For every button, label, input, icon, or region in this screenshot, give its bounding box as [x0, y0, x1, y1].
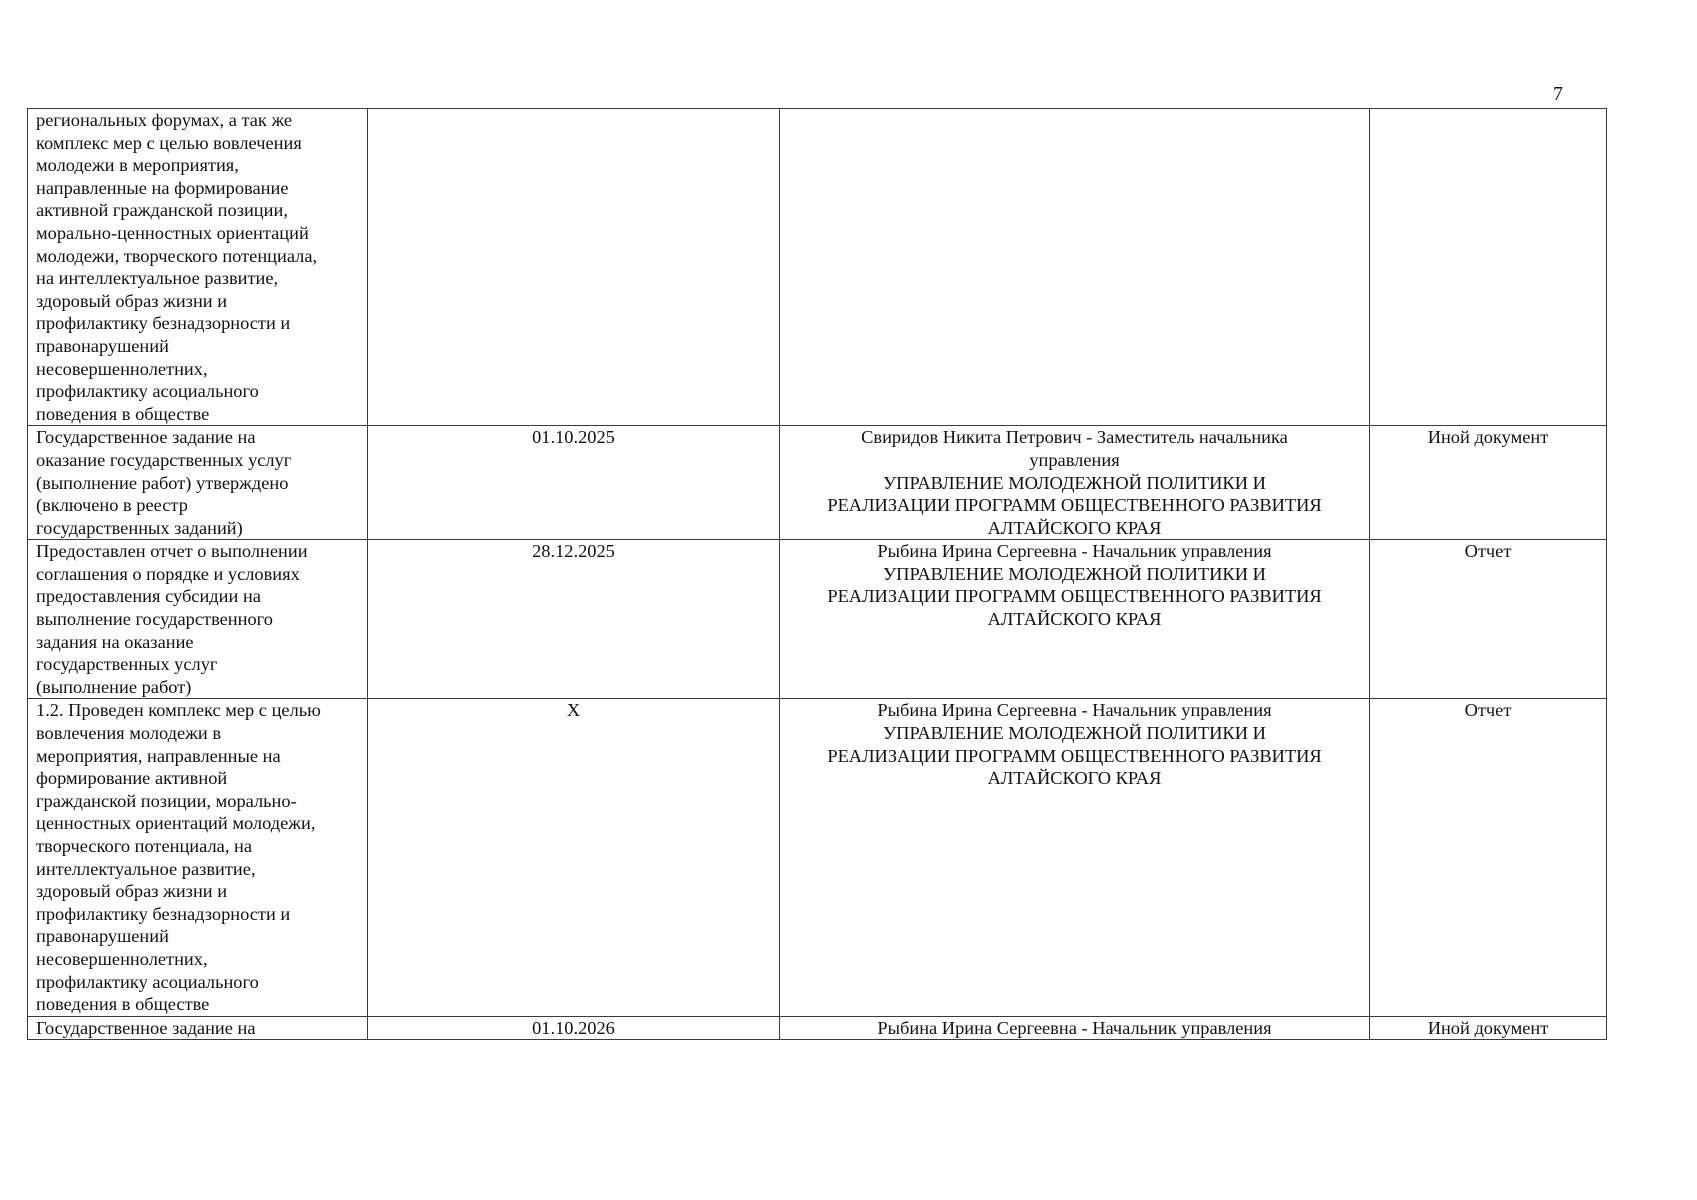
date-cell [368, 109, 780, 426]
event-cell: Государственное задание на оказание государственных услуг (выполнение работ) утверждено (включено в реестр государственных заданий) [28, 426, 368, 540]
responsible-cell [780, 699, 1370, 1016]
page-number: 7 [1553, 83, 1563, 105]
responsible-person: Рыбина Ирина Сергеевна - Начальник управления [877, 1017, 1272, 1038]
responsible-cell [780, 1016, 1370, 1040]
responsible-cell [780, 109, 1370, 426]
date-cell: 01.10.2026 [368, 1016, 780, 1040]
responsible-department: УПРАВЛЕНИЕ МОЛОДЕЖНОЙ ПОЛИТИКИ И РЕАЛИЗАЦИИ ПРОГРАММ ОБЩЕСТВЕННОГО РАЗВИТИЯ АЛТАЙСКОГО КРАЯ [827, 563, 1322, 630]
responsible-person: Рыбина Ирина Сергеевна - Начальник управления [877, 541, 1272, 562]
document-type-cell: Отчет [1370, 540, 1607, 699]
document-type-cell: Отчет [1370, 699, 1607, 1016]
event-cell: региональных форумах, а так же комплекс мер с целью вовлечения молодежи в мероприятия, направленные на формирование активной гражданской позиции, морально-ценностных ориентаций молодежи, творческого потенциала, на интеллектуальное развитие, здоровый образ жизни и профилактику безнадзорности и правонарушений несовершеннолетних, профилактику асоциального поведения в обществе [28, 109, 368, 426]
event-cell: 1.2. Проведен комплекс мер с целью вовлечения молодежи в мероприятия, направленные на формирование активной гражданской позиции, морально- ценностных ориентаций молодежи, творческого потенциала, на интеллектуальное развитие, здоровый образ жизни и профилактику безнадзорности и правонарушений несовершеннолетних, профилактику асоциального поведения в обществе [28, 699, 368, 1016]
event-cell: Предоставлен отчет о выполнении соглашения о порядке и условиях предоставления субсидии на выполнение государственного задания на оказание государственных услуг (выполнение работ) [28, 540, 368, 699]
date-cell: X [368, 699, 780, 1016]
responsible-department: УПРАВЛЕНИЕ МОЛОДЕЖНОЙ ПОЛИТИКИ И РЕАЛИЗАЦИИ ПРОГРАММ ОБЩЕСТВЕННОГО РАЗВИТИЯ АЛТАЙСКОГО КРАЯ [827, 723, 1322, 789]
responsible-cell [780, 426, 1370, 540]
responsible-department: УПРАВЛЕНИЕ МОЛОДЕЖНОЙ ПОЛИТИКИ И РЕАЛИЗАЦИИ ПРОГРАММ ОБЩЕСТВЕННОГО РАЗВИТИЯ АЛТАЙСКОГО КРАЯ [827, 472, 1322, 538]
table-row [28, 426, 1607, 540]
date-cell: 28.12.2025 [368, 540, 780, 699]
table-row [28, 1016, 1607, 1040]
responsible-person: Рыбина Ирина Сергеевна - Начальник управления [877, 700, 1272, 721]
table-row [28, 109, 1607, 426]
table-row [28, 699, 1607, 1016]
document-type-cell: Иной документ [1370, 1016, 1607, 1040]
responsible-cell [780, 540, 1370, 699]
table-row [28, 540, 1607, 699]
responsible-person: Свиридов Никита Петрович - Заместитель начальника управления [861, 427, 1288, 470]
control-points-table [27, 108, 1607, 1040]
document-type-cell: Иной документ [1370, 426, 1607, 540]
document-type-cell [1370, 109, 1607, 426]
date-cell: 01.10.2025 [368, 426, 780, 540]
event-cell: Государственное задание на [28, 1016, 368, 1040]
